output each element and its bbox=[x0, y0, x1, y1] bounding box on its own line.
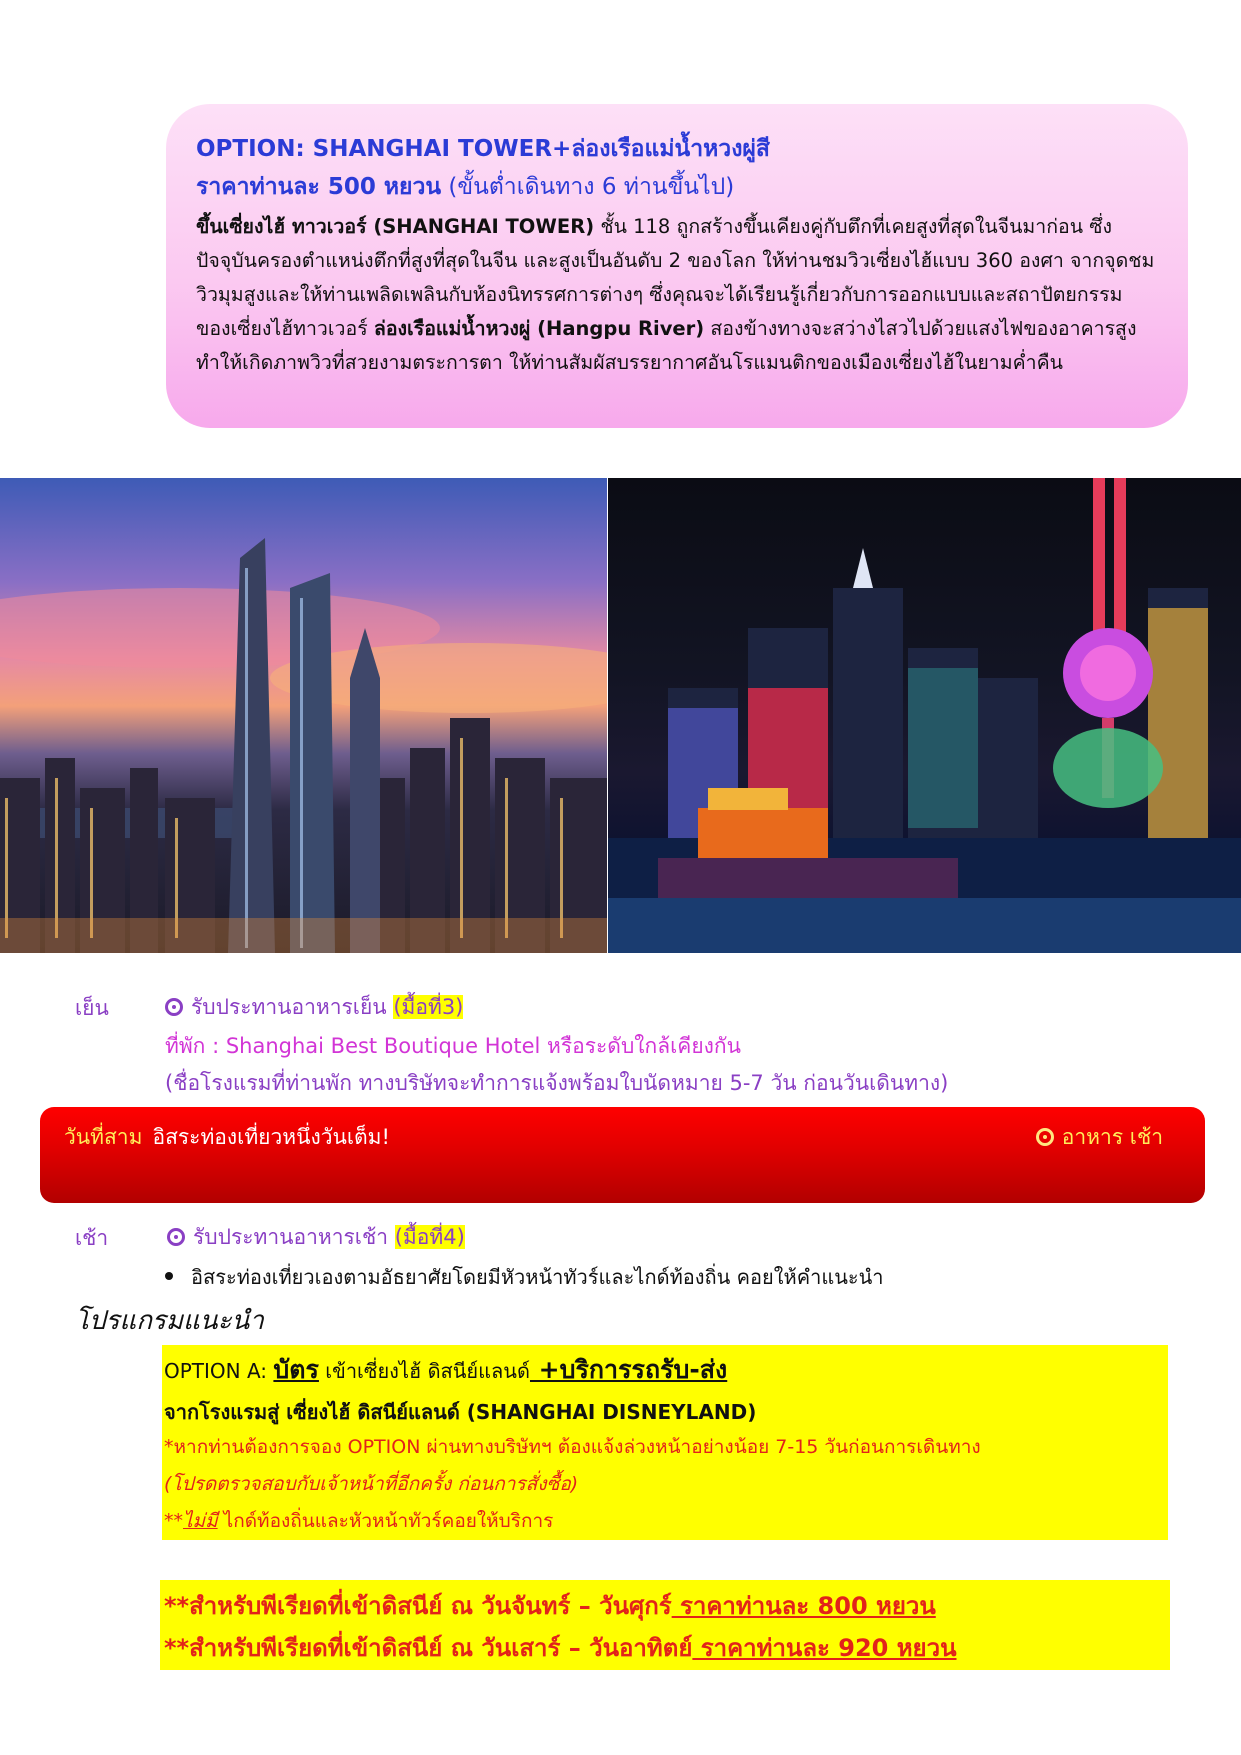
option-a-destination: เข้าเซี่ยงไฮ้ ดิสนีย์แลนด์ bbox=[318, 1359, 530, 1383]
plate-icon bbox=[167, 1228, 185, 1246]
dinner-meal-text: รับประทานอาหารเย็น bbox=[191, 995, 394, 1019]
day-label: วันที่สาม bbox=[64, 1125, 143, 1149]
option-a-subtitle: จากโรงแรมสู่ เซี่ยงไฮ้ ดิสนีย์แลนด์ (SHANGHAI DISNEYLAND) bbox=[164, 1400, 757, 1424]
hotel-note: (ชื่อโรงแรมที่ท่านพัก ทางบริษัทจะทำการแจ้งพร้อมใบนัดหมาย 5-7 วัน ก่อนวันเดินทาง) bbox=[165, 1071, 949, 1095]
day-three-banner bbox=[40, 1107, 1205, 1203]
free-day-bullet bbox=[165, 1261, 884, 1293]
booking-note: *หากท่านต้องการจอง OPTION ผ่านทางบริษัทฯ ต้องแจ้งล่วงหน้าอย่างน้อย 7-15 วันก่อนการเดินทาง bbox=[164, 1436, 981, 1458]
shanghai-tower-heading: ขึ้นเซี่ยงไฮ้ ทาวเวอร์ (SHANGHAI TOWER) bbox=[196, 215, 595, 238]
weekday-price-line bbox=[164, 1586, 936, 1625]
weekday-label: **สำหรับพีเรียดที่เข้าดิสนีย์ ณ วันจันทร์ – วันศุกร์ bbox=[164, 1592, 672, 1620]
weekend-label: **สำหรับพีเรียดที่เข้าดิสนีย์ ณ วันเสาร์ – วันอาทิตย์ bbox=[164, 1634, 693, 1662]
option-a-transfer: +บริการรถรับ-ส่ง bbox=[529, 1355, 728, 1384]
shanghai-tower-text: ชั้น 118 ถูกสร้างขึ้นเคียงคู่กับตึกที่เคยสูงที่สุดในจีนมาก่อน ซึ่งปัจจุบันครองตำแหน่งตึกที่สูงที่สุดในจีน และสูงเป็นอันดับ 2 ของโลก ให้ท่านชมวิวเซี่ยงไฮ้แบบ 360 องศา จากจุดชมวิวมุมสูงและให้ท่านเพลิดเพลินกับห้องนิทรรศการต่างๆ ซึ่งคุณจะได้เรียนรู้เกี่ยวกับการออกแบบและสถาปัตยกรรมของเซี่ยงไฮ้ทาวเวอร์ bbox=[196, 215, 1155, 340]
hotel-line: ที่พัก : Shanghai Best Boutique Hotel หรือระดับใกล้เคียงกัน bbox=[165, 1034, 741, 1058]
no-guide-prefix: ** bbox=[164, 1510, 183, 1532]
day-banner-left bbox=[64, 1121, 390, 1154]
option-price-amount: ราคาท่านละ 500 หยวน bbox=[196, 174, 442, 200]
recommended-program-title: โปรแกรมแนะนำ bbox=[75, 1306, 264, 1336]
free-day-text: อิสระท่องเที่ยวเองตามอัธยาศัยโดยมีหัวหน้าทัวร์และไกด์ท้องถิ่น คอยให้คำแนะนำ bbox=[191, 1265, 884, 1289]
shanghai-tower-dusk-photo bbox=[0, 478, 607, 953]
bullet-dot bbox=[165, 1272, 173, 1280]
river-cruise-text: สองข้างทางจะสว่างไสวไปด้วยแสงไฟของอาคารสูง ทำให้เกิดภาพวิวที่สวยงามตระการตา ให้ท่านสัมผัสบรรยากาศอันโรแมนติกของเมืองเซี่ยงไฮ้ในยามค่ำคืน bbox=[196, 317, 1137, 374]
dinner-meal-line bbox=[165, 990, 463, 1024]
option-description bbox=[196, 210, 1156, 380]
breakfast-time-label: เช้า bbox=[75, 1226, 109, 1250]
shanghai-tower-option-box bbox=[166, 104, 1188, 428]
pudong-night-skyline-photo bbox=[608, 478, 1241, 953]
dinner-time-label: เย็น bbox=[75, 996, 109, 1020]
breakfast-meal-text: รับประทานอาหารเช้า bbox=[193, 1225, 395, 1249]
plate-icon bbox=[165, 998, 183, 1016]
day-meals bbox=[1036, 1121, 1163, 1154]
no-guide-note bbox=[164, 1506, 553, 1536]
weekend-price: ราคาท่านละ 920 หยวน bbox=[692, 1634, 957, 1662]
verify-note: (โปรดตรวจสอบกับเจ้าหน้าที่อีกครั้ง ก่อนการสั่งซื้อ) bbox=[164, 1473, 579, 1495]
dinner-meal-number: (มื้อที่3) bbox=[393, 995, 464, 1019]
option-a-title bbox=[164, 1350, 727, 1390]
option-title: OPTION: SHANGHAI TOWER+ล่องเรือแม่น้ำหวงผู่สี bbox=[196, 136, 770, 162]
weekday-price: ราคาท่านละ 800 หยวน bbox=[671, 1592, 936, 1620]
day-title: อิสระท่องเที่ยวหนึ่งวันเต็ม! bbox=[152, 1125, 390, 1149]
no-guide-emphasis: ไม่มี bbox=[183, 1510, 218, 1532]
no-guide-rest: ไกด์ท้องถิ่นและหัวหน้าทัวร์คอยให้บริการ bbox=[217, 1510, 554, 1532]
option-a-ticket: บัตร bbox=[273, 1355, 319, 1384]
weekend-price-line bbox=[164, 1628, 957, 1667]
option-price-note: (ขั้นต่ำเดินทาง 6 ท่านขึ้นไป) bbox=[441, 174, 735, 200]
option-price bbox=[196, 168, 1156, 206]
plate-icon bbox=[1036, 1128, 1054, 1146]
breakfast-meal-number: (มื้อที่4) bbox=[394, 1225, 465, 1249]
breakfast-meal-line bbox=[167, 1220, 465, 1254]
option-a-prefix: OPTION A: bbox=[164, 1359, 274, 1383]
day-meals-text: อาหาร เช้า bbox=[1061, 1125, 1163, 1149]
river-cruise-heading: ล่องเรือแม่น้ำหวงผู่ (Hangpu River) bbox=[373, 317, 705, 340]
